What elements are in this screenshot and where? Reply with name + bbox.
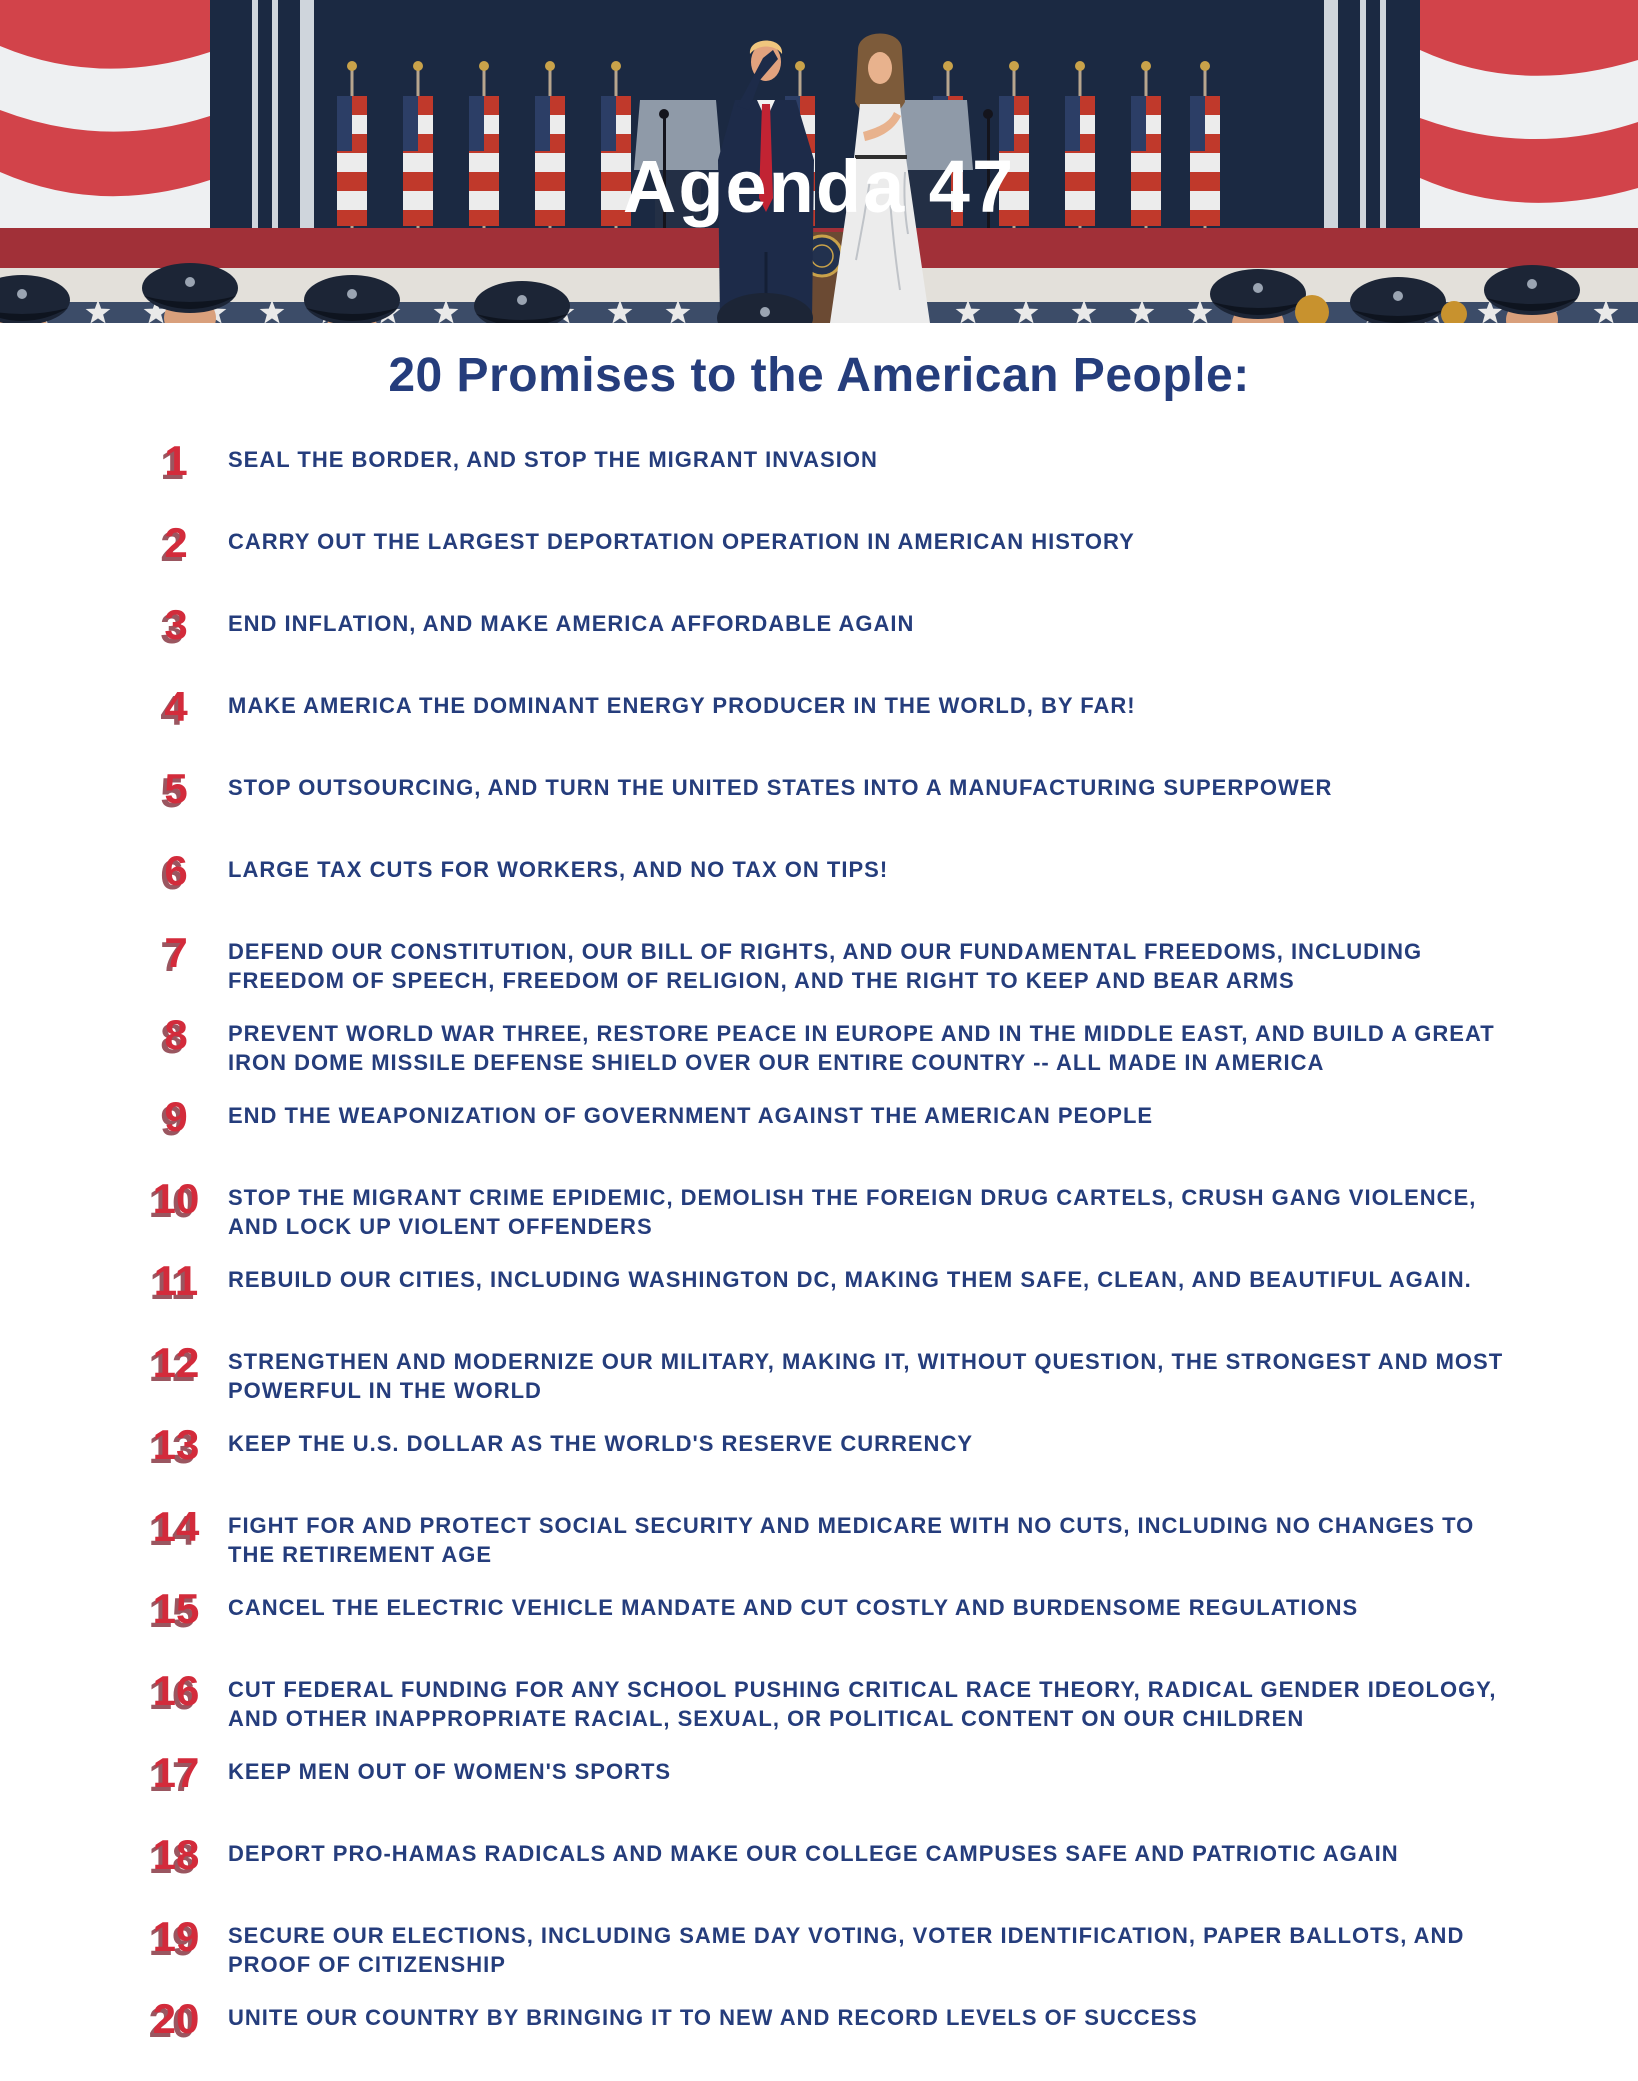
promise-text: SEAL THE BORDER, AND STOP THE MIGRANT INVASION (228, 447, 878, 472)
promise-item (140, 519, 1540, 605)
promise-item (140, 437, 1540, 523)
promise-number: 3 (164, 601, 188, 648)
promise-item (140, 1831, 1540, 1917)
hero-image (0, 0, 1638, 323)
promise-text: CANCEL THE ELECTRIC VEHICLE MANDATE AND CUT COSTLY AND BURDENSOME REGULATIONS (228, 1595, 1359, 1620)
flag-screen-left (0, 0, 210, 249)
promise-number: 2 (164, 519, 188, 566)
promise-number: 4 (164, 683, 188, 730)
promise-number: 14 (152, 1503, 200, 1550)
promise-item (140, 1749, 1540, 1835)
promise-number: 19 (152, 1913, 200, 1960)
promise-item (140, 929, 1540, 1015)
promise-number: 10 (152, 1175, 200, 1222)
promise-number: 11 (153, 1257, 199, 1304)
promise-text: UNITE OUR COUNTRY BY BRINGING IT TO NEW AND RECORD LEVELS OF SUCCESS (228, 2005, 1198, 2030)
promise-number: 20 (152, 1995, 200, 2042)
promise-number: 1 (164, 437, 188, 484)
promise-text: REBUILD OUR CITIES, INCLUDING WASHINGTON DC, MAKING THEM SAFE, CLEAN, AND BEAUTIFUL AGAIN. (228, 1267, 1472, 1292)
hero-banner (0, 0, 1638, 323)
promise-number: 18 (152, 1831, 200, 1878)
promise-number: 5 (164, 765, 188, 812)
promise-number: 17 (152, 1749, 200, 1796)
promise-number: 6 (164, 847, 188, 894)
promise-number: 9 (164, 1093, 188, 1140)
promise-text: END INFLATION, AND MAKE AMERICA AFFORDABLE AGAIN (228, 611, 915, 636)
promise-number: 15 (152, 1585, 200, 1632)
promise-number: 13 (152, 1421, 200, 1468)
promise-item (140, 1175, 1540, 1261)
promise-text: STOP THE MIGRANT CRIME EPIDEMIC, DEMOLISH THE FOREIGN DRUG CARTELS, CRUSH GANG VIOLENCE, AND LOCK UP VIOLENT OFFENDERS (228, 1185, 1477, 1239)
promise-text: MAKE AMERICA THE DOMINANT ENERGY PRODUCER IN THE WORLD, BY FAR! (228, 693, 1136, 718)
promise-item (140, 1011, 1540, 1097)
promise-item (140, 765, 1540, 851)
promise-text: CARRY OUT THE LARGEST DEPORTATION OPERATION IN AMERICAN HISTORY (228, 529, 1135, 554)
promise-item (140, 1913, 1540, 1999)
promise-text: DEFEND OUR CONSTITUTION, OUR BILL OF RIGHTS, AND OUR FUNDAMENTAL FREEDOMS, INCLUDING FREEDOM OF SPEECH, FREEDOM OF RELIGION, AND THE RIGHT TO KEEP AND BEAR ARMS (228, 939, 1423, 993)
promise-text: STOP OUTSOURCING, AND TURN THE UNITED STATES INTO A MANUFACTURING SUPERPOWER (228, 775, 1333, 800)
flag-screen-right (1420, 0, 1638, 228)
promise-item (140, 847, 1540, 933)
promise-text: END THE WEAPONIZATION OF GOVERNMENT AGAINST THE AMERICAN PEOPLE (228, 1103, 1154, 1128)
promise-item (140, 1093, 1540, 1179)
promise-number: 12 (152, 1339, 200, 1386)
promise-item (140, 1421, 1540, 1507)
promise-text: FIGHT FOR AND PROTECT SOCIAL SECURITY AND MEDICARE WITH NO CUTS, INCLUDING NO CHANGES TO THE RETIREMENT AGE (228, 1513, 1475, 1567)
promise-item (140, 1585, 1540, 1671)
promise-item (140, 1339, 1540, 1425)
promise-text: LARGE TAX CUTS FOR WORKERS, AND NO TAX ON TIPS! (228, 857, 889, 882)
promise-text: CUT FEDERAL FUNDING FOR ANY SCHOOL PUSHING CRITICAL RACE THEORY, RADICAL GENDER IDEOLOGY, AND OTHER INAPPROPRIATE RACIAL, SEXUAL, OR POLITICAL CONTENT ON OUR CHILDREN (228, 1677, 1497, 1731)
promise-text: DEPORT PRO-HAMAS RADICALS AND MAKE OUR COLLEGE CAMPUSES SAFE AND PATRIOTIC AGAIN (228, 1841, 1399, 1866)
promise-text: SECURE OUR ELECTIONS, INCLUDING SAME DAY VOTING, VOTER IDENTIFICATION, PAPER BALLOTS, AND PROOF OF CITIZENSHIP (228, 1923, 1465, 1977)
promise-text: KEEP MEN OUT OF WOMEN'S SPORTS (228, 1759, 672, 1784)
promise-item (140, 1257, 1540, 1343)
promise-item (140, 1667, 1540, 1753)
promise-list (140, 437, 1540, 2081)
promise-item (140, 1995, 1540, 2081)
promise-number: 8 (164, 1011, 188, 1058)
promise-number: 16 (152, 1667, 200, 1714)
promise-text: PREVENT WORLD WAR THREE, RESTORE PEACE IN EUROPE AND IN THE MIDDLE EAST, AND BUILD A GREAT IRON DOME MISSILE DEFENSE SHIELD OVER OUR ENTIRE COUNTRY -- ALL MADE IN AMERICA (228, 1021, 1495, 1075)
promise-item (140, 683, 1540, 769)
hero-title: Agenda 47 (622, 145, 1016, 228)
promise-text: STRENGTHEN AND MODERNIZE OUR MILITARY, MAKING IT, WITHOUT QUESTION, THE STRONGEST AND MOST POWERFUL IN THE WORLD (228, 1349, 1504, 1403)
promise-item (140, 1503, 1540, 1589)
page-title: 20 Promises to the American People: (388, 349, 1250, 402)
promise-number: 7 (164, 929, 188, 976)
promise-text: KEEP THE U.S. DOLLAR AS THE WORLD'S RESERVE CURRENCY (228, 1431, 974, 1456)
promise-item (140, 601, 1540, 687)
